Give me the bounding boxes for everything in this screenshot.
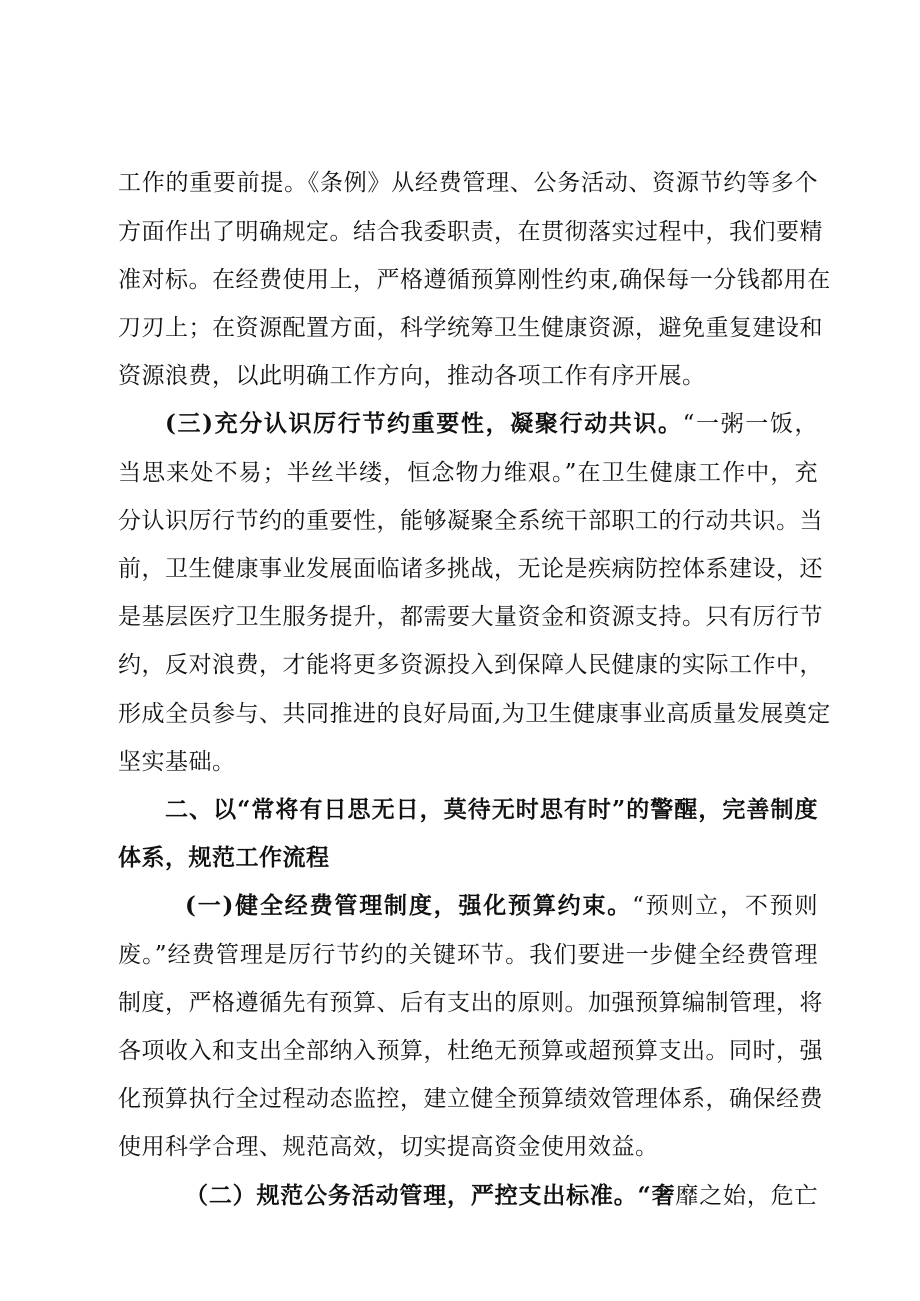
body-line: 化预算执行全过程动态监控，建立健全预算绩效管理体系，确保经费: [118, 1086, 823, 1112]
body-line: 约，反对浪费，才能将更多资源投入到保障人民健康的实际工作中，: [118, 652, 823, 678]
body-line: 当思来处不易；半丝半缕，恒念物力维艰。”在卫生健康工作中，充: [118, 460, 818, 486]
body-line: 形成全员参与、共同推进的良好局面,为卫生健康事业高质量发展奠定: [118, 701, 831, 727]
body-line: 制度，严格遵循先有预算、后有支出的原则。加强预算编制管理，将: [118, 990, 823, 1016]
chapter-heading-2-cont: 体系，规范工作流程: [118, 844, 330, 871]
section-heading-3: (三)充分认识厉行节约重要性，凝聚行动共识。“一粥一饭，: [165, 410, 818, 437]
chapter-heading-2: 二、以“常将有日思无日，莫待无时思有时”的警醒，完善制度: [165, 796, 818, 823]
body-line: 方面作出了明确规定。结合我委职责，在贯彻落实过程中，我们要精: [118, 219, 823, 245]
body-line: 分认识厉行节约的重要性，能够凝聚全系统干部职工的行动共识。当: [118, 508, 823, 534]
section-heading-1: (一)健全经费管理制度，强化预算约束。“预则立，不预则: [185, 892, 818, 919]
body-line: 刀刃上；在资源配置方面，科学统筹卫生健康资源，避免重复建设和: [118, 315, 823, 341]
body-line: 使用科学合理、规范高效，切实提高资金使用效益。: [118, 1134, 659, 1160]
body-line: 是基层医疗卫生服务提升，都需要大量资金和资源支持。只有厉行节: [118, 604, 823, 630]
body-line: 资源浪费，以此明确工作方向，推动各项工作有序开展。: [118, 363, 706, 389]
body-line: 准对标。在经费使用上，严格遵循预算刚性约束,确保每一分钱都用在: [118, 267, 831, 293]
body-line: 工作的重要前提。《条例》从经费管理、公务活动、资源节约等多个: [118, 170, 818, 196]
body-line: 坚实基础。: [118, 749, 236, 775]
body-line: 各项收入和支出全部纳入预算，杜绝无预算或超预算支出。同时，强: [118, 1038, 823, 1064]
section-heading-2: （二）规范公务活动管理，严控支出标准。“奢靡之始，危亡: [185, 1182, 818, 1209]
body-line: 前，卫生健康事业发展面临诸多挑战，无论是疾病防控体系建设，还: [118, 556, 823, 582]
body-line: 废。”经费管理是厉行节约的关键环节。我们要进一步健全经费管理: [118, 942, 818, 968]
